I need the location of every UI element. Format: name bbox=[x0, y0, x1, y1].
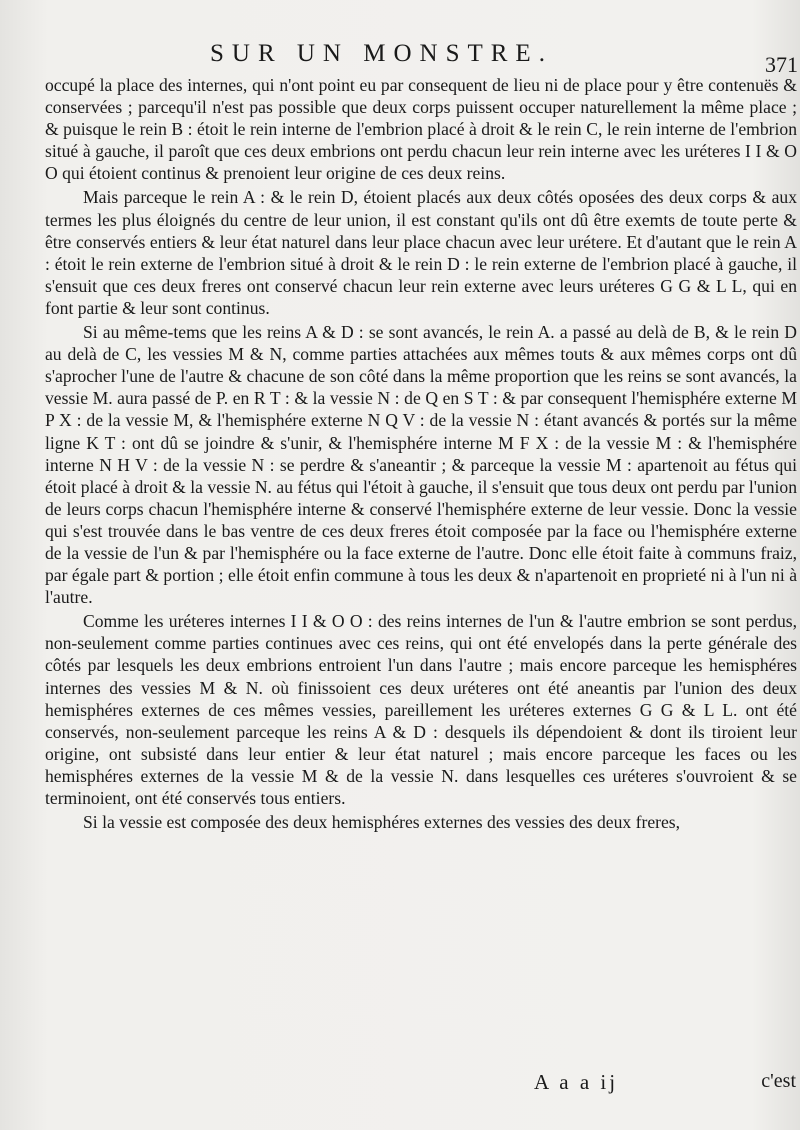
paragraph: occupé la place des internes, qui n'ont point eu par consequent de lieu ni de place pour y être contenuës & conservées ; parcequ'il n'est pas possible que deux corps puissent occuper naturellement la même place ; & puisque le rein B : étoit le rein interne de l'embrion placé à droit & le rein C, le rein interne de l'embrion situé à gauche, il paroît que ces deux embrions ont perdu chacun leur rein interne avec les uréteres I I & O O qui étoient continus & prenoient leur origine de ces deux reins. bbox=[45, 75, 797, 184]
paragraph: Si au même-tems que les reins A & D : se sont avancés, le rein A. a passé au delà de B, & le rein D au delà de C, les vessies M & N, comme parties attachées aux mêmes touts & aux mêmes corps ont dû s'aprocher l'une de l'autre & chacune de son côté dans la même proportion que les reins se sont avancés, la vessie M. aura passé de P. en R T : & la vessie N : de Q en S T : & par consequent l'hemisphére externe M P X : de la vessie M, & l'hemisphére externe N Q V : de la vessie N : étant avancés & portés sur la même ligne K T : ont dû se joindre & s'unir, & l'hemisphére interne M F X : de la vessie M : & l'hemisphére interne N H V : de la vessie N : se perdre & s'aneantir ; & parceque la vessie M : apartenoit au fétus qui étoit placé à droit & la vessie N. au fétus qui l'étoit à gauche, il s'ensuit que tous deux ont perdu par l'union de leurs corps chacun l'hemisphére interne & conservé l'hemisphére externe de leur vessie. Donc la vessie qui s'est trouvée dans le bas ventre de ces deux freres étoit composée par la face ou l'hemisphére externe de la vessie de l'un & par l'hemisphére ou la face externe de l'autre. Donc elle étoit faite à communs fraiz, par égale part & portion ; elle étoit enfin commune à tous les deux & n'apartenoit en proprieté ni à l'un ni à l'autre. bbox=[45, 322, 797, 608]
paragraph: Comme les uréteres internes I I & O O : des reins internes de l'un & l'autre embrion se sont perdus, non-seulement comme parties continues avec ces reins, qui ont été envelopés dans la perte générale des côtés par lesquels les deux embrions entroient l'un dans l'autre ; mais encore parceque les hemisphéres internes des vessies M & N. où finissoient ces deux uréteres ont été aneantis par l'union des deux hemisphéres externes de ces mêmes vessies, pareillement les uréteres externes G G & L L. ont été conservés, non-seulement parceque les reins A & D : desquels ils dépendoient & dont ils tiroient leur origine, ont subsisté dans leur entier & leur état naturel ; mais encore parceque les faces ou les hemisphéres externes de la vessie M & de la vessie N. dans lesquelles ces uréteres s'ouvroient & se terminoient, ont été conservés tous entiers. bbox=[45, 611, 797, 808]
page-footer bbox=[40, 1070, 800, 1100]
paragraph: Mais parceque le rein A : & le rein D, étoient placés aux deux côtés oposées des deux corps & aux termes les plus éloignés du centre de leur union, il est constant qu'ils ont dû être exemts de toute perte & être conservés entiers & leur état naturel dans leur place chacun avec leur urétere. Et d'autant que le rein A : étoit le rein externe de l'embrion situé à droit & le rein D : le rein externe de l'embrion placé à gauche, il s'ensuit que ces deux freres ont conservé chacun leur rein externe avec leurs uréteres G G & L L, qui en font partie & leur sont continus. bbox=[45, 187, 797, 318]
page-header bbox=[40, 40, 800, 76]
paragraph: Si la vessie est composée des deux hemisphéres externes des vessies des deux freres, bbox=[83, 812, 681, 833]
body-text bbox=[45, 74, 797, 833]
running-title: SUR UN MONSTRE. bbox=[210, 40, 553, 67]
catchword: c'est bbox=[761, 1070, 796, 1092]
signature-mark: A a a ij bbox=[534, 1070, 619, 1094]
page-number: 371 bbox=[765, 52, 798, 77]
